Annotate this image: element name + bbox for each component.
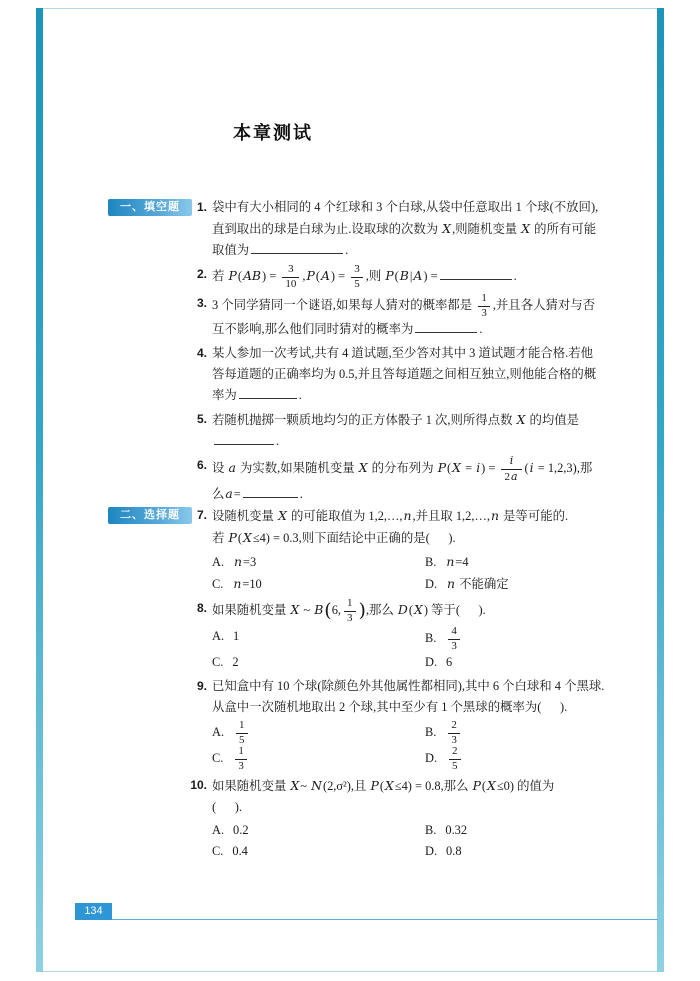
choice-text: 0.2 [233,823,249,838]
choice-A [212,720,425,746]
question-line: 取值为 . [212,243,349,257]
fraction [235,746,247,772]
fraction-numerator: 2 [452,745,458,758]
math-variable: P [472,778,481,794]
math-variable: X [358,460,368,476]
math-variable: P [437,460,447,476]
page-border-bottom [36,971,664,972]
question-line: 设 a 为实数,如果随机变量 X 的分布列为 P(X = i) = $\frac{i}{2a}$ (i = 1,2,3),那 [212,454,593,483]
question-line: . [212,431,630,452]
question [190,455,630,505]
fraction-denominator: 2a [501,469,521,484]
math-variable: P [370,778,379,794]
math-variable: P [228,267,237,283]
math-variable: n [490,508,499,523]
chapter-test-banner [75,120,628,146]
choice-label: A. [212,823,225,838]
choice-text: 0.8 [446,844,462,859]
choices [212,720,630,772]
question [190,676,630,772]
question-body [212,676,630,772]
fraction-denominator: 3 [448,733,460,747]
math-variable: X [521,221,531,236]
math-variable: a [228,460,236,476]
math-variable: X [384,778,394,794]
section-multiple-choice [0,505,700,865]
choice-B [425,626,630,652]
fraction [448,720,460,746]
choice-label: A. [212,555,225,569]
choice-D [425,746,630,772]
choice-text [445,625,463,652]
fraction-numerator: 1 [238,745,244,758]
choice-C [212,841,425,862]
fraction-denominator: 3 [478,306,490,320]
section-fill-in-blanks [0,197,700,508]
choice-label: A. [212,629,225,644]
question-line: 互不影响,那么他们同时猜对的概率为 . [212,322,483,337]
choice-label: C. [212,655,224,670]
page-number-badge: 134 [75,903,112,920]
question-number: 3. [196,296,207,311]
fraction-numerator [506,455,518,469]
choice-A [212,551,425,573]
question-line: 率为 . [212,388,302,403]
choice-text: 2 [232,655,239,670]
math-variable: i [509,454,514,468]
question-body [212,264,630,290]
fraction-denominator: 5 [236,733,248,747]
fraction-numerator: 1 [347,597,353,609]
choice-C [212,573,425,595]
choice-label: B. [425,630,437,645]
answer-blank [415,321,477,333]
fraction-denominator: 5 [449,759,461,773]
choice-questions-list [190,505,700,862]
choice-label: C. [212,751,224,766]
section-label-fill-in: 一、填空题 [108,199,192,216]
math-variable: n [233,576,242,591]
fraction [236,720,248,746]
choices [212,626,630,673]
fill-in-questions-list [190,197,700,505]
math-variable: X [290,601,300,617]
choice-A [212,626,425,652]
question-number: 6. [196,458,207,473]
question-line: 答每道题的正确率均为 0.5,并且答每道题之间相互独立,则他能合格的概 [212,367,597,382]
choice-text: 0.32 [445,823,468,838]
question-number: 9. [196,679,207,694]
math-variable: P [228,530,237,545]
choice-C [212,652,425,673]
question [190,775,630,862]
choice-B [425,720,630,746]
question-number: 4. [196,346,207,361]
fraction [448,626,460,652]
math-variable: i [529,460,534,476]
math-variable: X [442,221,452,236]
choices [212,820,630,862]
math-variable: X [516,412,526,428]
fraction-numerator: 1 [239,719,245,732]
choice-label: D. [425,844,438,859]
math-variable: AB [242,267,262,283]
question-line: 已知盒中有 10 个球(除颜色外其他属性都相同),其中 6 个白球和 4 个黑球. [212,679,605,694]
choice-label: D. [425,655,438,670]
question-number: 5. [196,412,207,427]
answer-blank [239,387,297,399]
choice-D [425,573,630,595]
answer-blank [214,433,274,445]
chapter-test-title: 本章测试 [233,123,313,143]
choice-text [233,719,251,746]
question [190,409,630,452]
question-line: 如果随机变量 X~ N(2,σ²),且 P(X≤4) = 0.8,那么 P(X≤0) 的值为 [212,778,555,794]
question-body [212,505,630,595]
math-variable: n [446,554,455,569]
question-line: 袋中有大小相同的 4 个红球和 3 个白球,从袋中任意取出 1 个球(不放回), [212,200,599,214]
math-variable: X [452,460,461,476]
math-variable: P [306,267,315,283]
math-variable: X [242,530,252,545]
choice-D [425,652,630,673]
math-variable: n [234,554,243,569]
question-body [212,197,630,261]
fraction-numerator: 3 [354,263,360,275]
choice-A [212,820,425,841]
choice-label: C. [212,577,224,591]
question-line: 若随机抛掷一颗质地均匀的正方体骰子 1 次,则所得点数 X 的均值是 [212,412,580,428]
choice-text: 0.4 [232,844,248,859]
question-body [212,775,630,862]
fraction [344,598,356,624]
fraction [501,455,521,483]
question-line: 3 个同学猜同一个谜语,如果每人猜对的概率都是 $\frac{1}{3}$ ,并且各人猜对与否 [212,292,596,319]
question-line: ( ). [212,800,242,815]
fraction-denominator: 3 [448,639,460,653]
question-number: 7. [196,508,207,522]
choice-label: A. [212,725,225,740]
math-variable: B [399,267,409,283]
choice-B [425,551,630,573]
question [190,197,630,261]
choice-D [425,841,630,862]
fraction [351,264,363,290]
question-number: 10. [190,778,207,793]
math-variable: D [397,601,408,617]
choice-label: B. [425,823,437,838]
math-variable: N [311,778,322,794]
choice-label: B. [425,555,437,569]
math-variable: i [476,460,481,476]
choice-B [425,820,630,841]
choice-label: D. [425,751,438,766]
fraction-denominator: 10 [282,277,299,291]
footer-rule [75,919,658,920]
question-line: 设随机变量 X 的可能取值为 1,2,…,n,并且取 1,2,…,n 是等可能的. [212,508,569,523]
fraction [449,746,461,772]
choice-label: C. [212,844,224,859]
question-line: 若 P(X≤4) = 0.3,则下面结论中正确的是( ). [212,530,456,545]
big-paren: ( [324,599,332,622]
choice-label: D. [425,577,438,591]
answer-blank [251,242,343,254]
choice-C [212,746,425,772]
section-label-choice: 二、选择题 [108,507,192,524]
choice-text: n 不能确定 [447,576,509,591]
question [190,343,630,406]
question [190,505,630,595]
question-body [212,598,630,673]
math-variable: X [487,778,496,794]
answer-blank [243,487,298,499]
math-variable: A [320,267,330,283]
math-variable: n [447,576,456,591]
math-variable: n [403,508,412,523]
answer-blank [440,268,512,280]
fraction-numerator: 1 [481,292,487,305]
big-paren: ) [358,599,366,622]
question-number: 1. [196,200,207,214]
fraction-numerator: 3 [288,263,294,275]
math-variable: P [385,267,394,283]
question [190,264,630,290]
choice-text: n=4 [446,554,469,569]
choice-text [446,745,464,772]
fraction-denominator: 3 [235,759,247,773]
question-line: 么a= . [212,486,303,502]
math-variable: a [225,486,233,502]
fraction [478,293,490,319]
fraction-denominator: 3 [344,611,356,625]
question-number: 2. [196,267,207,281]
question [190,293,630,340]
question-line: 从盒中一次随机地取出 2 个球,其中至少有 1 个黑球的概率为( ). [212,700,568,715]
fraction-numerator: 4 [451,625,457,638]
choice-text: 6 [446,655,453,670]
choice-text: n=10 [233,576,262,591]
question [190,598,630,673]
choices [212,551,630,595]
choice-text: n=3 [234,554,257,569]
fraction-denominator: 5 [351,277,363,291]
question-line: 如果随机变量 X ~ B(6, $\frac{1}{3}$ ),那么 D(X) 等于( ). [212,597,486,624]
question-line: 若 P(AB) = $\frac{3}{10}$ ,P(A) = $\frac{3}{5}$ ,则 P(B|A) = . [212,263,517,290]
choice-text [445,719,463,746]
question-line: 直到取出的球是白球为止.设取球的次数为 X,则随机变量 X 的所有可能 [212,221,597,236]
choice-text [232,745,250,772]
question-line: 某人参加一次考试,共有 4 道试题,至少答对其中 3 道试题才能合格.若他 [212,346,594,361]
math-variable: a [510,469,518,483]
question-number: 8. [196,601,207,615]
math-variable: X [414,601,423,617]
choice-text: 1 [233,629,240,644]
question-body [212,409,630,452]
question-body [212,293,630,340]
math-variable: X [290,778,300,794]
math-variable: A [413,267,423,283]
math-variable: X [278,508,287,523]
math-variable: B [314,601,324,617]
choice-label: B. [425,725,437,740]
question-body [212,455,630,505]
fraction-numerator: 2 [451,719,457,732]
page-border-top [36,8,664,9]
question-body [212,343,630,406]
fraction [282,264,299,290]
